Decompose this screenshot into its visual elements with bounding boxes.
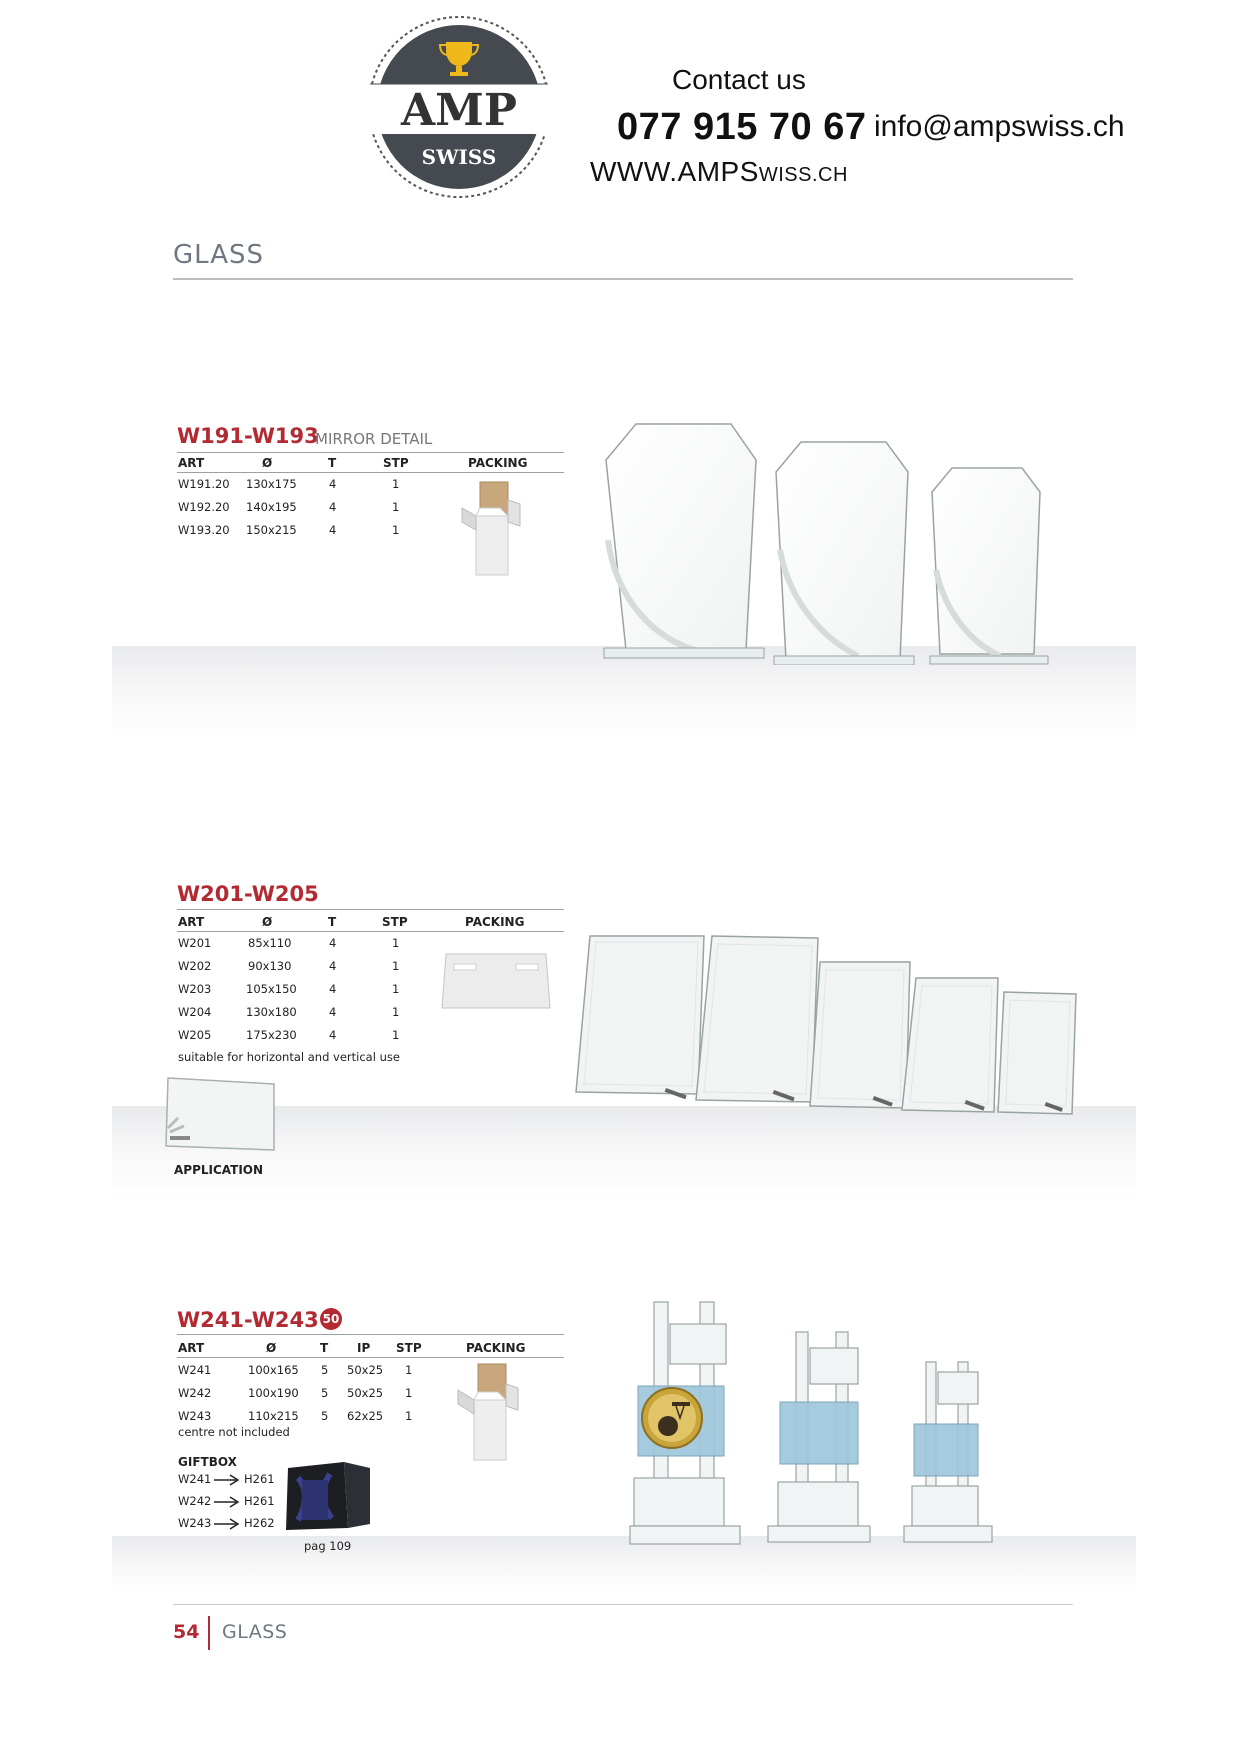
s3-col-packing: PACKING — [466, 1341, 526, 1355]
section2-header-rule — [177, 931, 564, 932]
arrow-right-icon — [212, 1494, 242, 1513]
table-cell: 4 — [329, 1028, 337, 1042]
section2-code: W201-W205 — [177, 882, 319, 906]
website-main: WWW.AMPS — [590, 156, 759, 187]
table-cell: 100x190 — [248, 1386, 299, 1400]
s3-col-t: T — [320, 1341, 329, 1355]
table-cell: 175x230 — [246, 1028, 297, 1042]
table-cell: 150x215 — [246, 523, 297, 537]
footer-divider — [173, 1604, 1073, 1605]
table-cell: 4 — [329, 500, 337, 514]
giftbox-from: W243 — [178, 1516, 212, 1530]
table-cell: 4 — [329, 936, 337, 950]
table-cell: 1 — [392, 523, 400, 537]
s3-col-dim: Ø — [266, 1341, 277, 1355]
table-cell: W201 — [178, 936, 212, 950]
website-small: WISS.CH — [758, 164, 848, 186]
table-cell: 5 — [321, 1409, 329, 1423]
table-cell: W193.20 — [178, 523, 230, 537]
product-image-w191-w193 — [596, 420, 1072, 665]
s2-col-stp: STP — [382, 915, 408, 929]
table-cell: 1 — [405, 1409, 413, 1423]
application-label: APPLICATION — [174, 1163, 264, 1177]
table-cell: 4 — [329, 523, 337, 537]
product-image-w201-w205 — [574, 932, 1078, 1118]
application-image — [164, 1076, 278, 1156]
page-title: GLASS — [173, 240, 265, 270]
table-cell: 4 — [329, 477, 337, 491]
section3-code: W241-W243 — [177, 1308, 319, 1332]
table-cell: 1 — [392, 982, 400, 996]
table-cell: 1 — [392, 477, 400, 491]
table-cell: W191.20 — [178, 477, 230, 491]
table-cell: W243 — [178, 1409, 212, 1423]
packing-box-image — [460, 480, 540, 580]
s2-col-packing: PACKING — [465, 915, 525, 929]
table-cell: 130x175 — [246, 477, 297, 491]
section3-note: centre not included — [178, 1425, 290, 1439]
giftbox-to: H262 — [244, 1516, 275, 1530]
contact-website[interactable] — [590, 156, 848, 188]
table-cell: 5 — [321, 1363, 329, 1377]
s3-col-art: ART — [178, 1341, 205, 1355]
table-cell: 1 — [392, 959, 400, 973]
arrow-right-icon — [212, 1516, 242, 1535]
table-cell: 100x165 — [248, 1363, 299, 1377]
page-reference: pag 109 — [304, 1539, 352, 1553]
table-cell: 85x110 — [248, 936, 292, 950]
section2-note: suitable for horizontal and vertical use — [178, 1050, 400, 1064]
s3-col-ip: IP — [357, 1341, 371, 1355]
section3-rule — [177, 1334, 564, 1335]
s1-col-packing: PACKING — [468, 456, 528, 470]
s1-col-t: T — [328, 456, 337, 470]
footer-separator — [208, 1616, 210, 1650]
page-number: 54 — [173, 1621, 200, 1643]
table-cell: W202 — [178, 959, 212, 973]
svg-text:SWISS: SWISS — [421, 145, 497, 169]
table-cell: 4 — [329, 982, 337, 996]
table-cell: 50x25 — [347, 1363, 384, 1377]
table-cell: W241 — [178, 1363, 212, 1377]
s3-col-stp: STP — [396, 1341, 422, 1355]
s1-col-stp: STP — [383, 456, 409, 470]
giftbox-from: W241 — [178, 1472, 212, 1486]
arrow-right-icon — [212, 1472, 242, 1491]
table-cell: W242 — [178, 1386, 212, 1400]
packing-box-image — [454, 1360, 534, 1464]
table-cell: W203 — [178, 982, 212, 996]
table-cell: W192.20 — [178, 500, 230, 514]
s2-col-dim: Ø — [262, 915, 273, 929]
table-cell: 4 — [329, 959, 337, 973]
giftbox-from: W242 — [178, 1494, 212, 1508]
giftbox-to: H261 — [244, 1472, 275, 1486]
title-divider — [173, 278, 1073, 280]
table-cell: 1 — [405, 1386, 413, 1400]
section1-rule — [177, 452, 564, 453]
svg-text:AMP: AMP — [401, 85, 517, 136]
table-cell: 5 — [321, 1386, 329, 1400]
table-cell: 4 — [329, 1005, 337, 1019]
table-cell: 50x25 — [347, 1386, 384, 1400]
amp-swiss-logo — [366, 14, 552, 200]
min-order-badge: 50 — [320, 1308, 342, 1330]
table-cell: 1 — [405, 1363, 413, 1377]
giftbox-label: GIFTBOX — [178, 1455, 237, 1469]
section1-header-rule — [177, 472, 564, 473]
s1-col-art: ART — [178, 456, 205, 470]
contact-title: Contact us — [672, 64, 806, 95]
table-cell: 130x180 — [246, 1005, 297, 1019]
s2-col-t: T — [328, 915, 337, 929]
table-cell: 105x150 — [246, 982, 297, 996]
section1-detail: MIRROR DETAIL — [315, 430, 433, 448]
table-cell: 90x130 — [248, 959, 292, 973]
table-cell: 1 — [392, 500, 400, 514]
table-cell: 62x25 — [347, 1409, 384, 1423]
table-cell: W204 — [178, 1005, 212, 1019]
contact-phone[interactable]: 077 915 70 67 — [617, 106, 867, 148]
section1-code: W191-W193 — [177, 424, 319, 448]
packing-card-image — [440, 948, 552, 1012]
table-cell: 1 — [392, 1005, 400, 1019]
table-cell: 1 — [392, 936, 400, 950]
table-cell: W205 — [178, 1028, 212, 1042]
table-cell: 1 — [392, 1028, 400, 1042]
table-cell: 140x195 — [246, 500, 297, 514]
section3-header-rule — [177, 1357, 564, 1358]
product-image-w241-w243 — [624, 1300, 1020, 1560]
footer-title: GLASS — [222, 1621, 288, 1643]
s2-col-art: ART — [178, 915, 205, 929]
s1-col-dim: Ø — [262, 456, 273, 470]
giftbox-image — [284, 1458, 374, 1532]
section2-rule — [177, 909, 564, 910]
table-cell: 110x215 — [248, 1409, 299, 1423]
giftbox-to: H261 — [244, 1494, 275, 1508]
contact-email[interactable]: info@ampswiss.ch — [874, 110, 1125, 143]
